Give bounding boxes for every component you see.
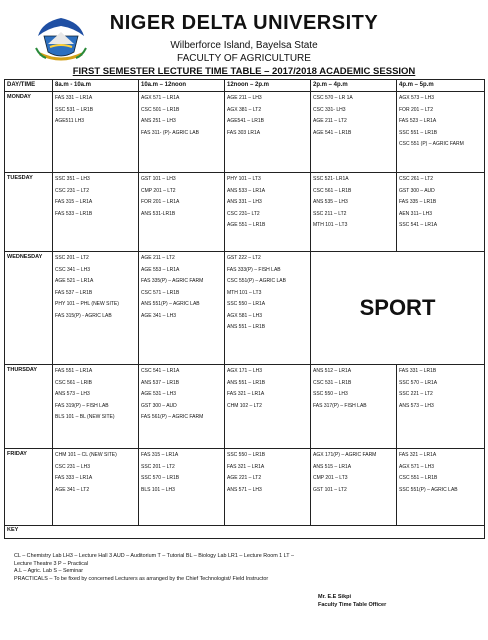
course-entry: CSC 261 – LT2: [399, 176, 434, 182]
course-entry: SSC 551(P) – AGRIC LAB: [399, 486, 458, 493]
course-entry: AGE 541 – LR1B: [313, 129, 352, 136]
course-entry: CSC 551 – LR1B: [399, 475, 438, 481]
course-entry: ANS 512 – LR1A: [313, 368, 352, 374]
course-entry: CMP 201 – LT3: [313, 475, 348, 481]
course-entry: AGE 551 – LR1B: [227, 222, 266, 228]
course-entry: AGX 171 – LH3: [227, 368, 263, 374]
course-entry: CSC 231 – LT2: [55, 187, 90, 194]
course-entry: AGX 571 – LH3: [399, 463, 435, 470]
document-header: [0, 0, 488, 80]
officer-name: Mr. E.E Sikpi: [318, 594, 352, 600]
day-label: FRIDAY: [5, 449, 53, 526]
timetable-cell: [139, 92, 225, 173]
course-entry: FAS 331 – LR1A: [55, 95, 93, 101]
course-entry: ANS 331 – LH3: [227, 199, 262, 205]
course-entry: ANS 551 – LR1B: [227, 324, 266, 330]
university-name: NIGER DELTA UNIVERSITY: [109, 12, 379, 34]
course-entry: CSC 541 – LR1A: [141, 368, 180, 374]
course-entry: SSC 531 – LR1B: [55, 106, 94, 113]
course-entry: FAS 321 – LR1A: [399, 452, 437, 458]
course-entry: FAS 311- (P)- AGRIC LAB: [141, 129, 199, 136]
course-entry: SSC 550 – LR1B: [227, 452, 266, 458]
column-header-slot-2: 10a.m – 12noon: [139, 80, 225, 92]
course-entry: AGE 211 – LH3: [227, 95, 262, 101]
course-entry: MTH 101 – LT3: [227, 289, 262, 296]
course-entry: SSC 221 – LT2: [399, 391, 433, 397]
course-entry: SSC 550 – LH3: [313, 391, 348, 397]
course-entry: SSC 351 – LH3: [55, 176, 90, 182]
course-entry: FAS 533 – LR1B: [55, 210, 93, 217]
course-entry: AGE511 LH3: [55, 118, 85, 124]
timetable-cell: [225, 365, 311, 449]
course-entry: CSC 331- LH3: [313, 106, 346, 113]
timetable-cell: [139, 449, 225, 526]
timetable-cell: [397, 365, 485, 449]
course-entry: GST 101 – LH3: [141, 176, 176, 182]
course-entry: CMP 201 – LT2: [141, 187, 176, 194]
course-entry: BLS 101 – LH3: [141, 486, 175, 493]
course-entry: CSC 341 – LH3: [55, 266, 91, 273]
course-entry: AGX 381 – LT2: [227, 106, 262, 113]
course-entry: FAS 319(P) – FISH LAB: [55, 402, 109, 409]
course-entry: GST 300 – AUD: [399, 187, 435, 194]
key-label: KEY: [5, 526, 485, 539]
course-entry: SSC 201 – LT2: [141, 463, 175, 470]
course-entry: ANS 251 – LH3: [141, 118, 176, 124]
course-entry: CSC 231 – LH3: [55, 463, 91, 470]
course-entry: ANS 573 – LH3: [55, 391, 90, 397]
signature-block: [318, 593, 386, 609]
course-entry: CSC 231– LT2: [227, 210, 260, 217]
timetable-cell: [139, 365, 225, 449]
course-entry: SSC 570 – LR1A: [399, 379, 438, 386]
course-entry: ANS 515 – LR1A: [313, 463, 352, 470]
timetable-cell: [225, 449, 311, 526]
column-header-slot-5: 4p.m – 5p.m: [397, 80, 485, 92]
course-entry: CSC 551(P) – AGRIC LAB: [227, 278, 286, 284]
course-entry: AGE 341 – LH3: [141, 312, 177, 319]
course-entry: SSC 550 – LR1A: [227, 301, 266, 307]
course-entry: AGX 171(P) – AGRIC FARM: [313, 452, 377, 458]
course-entry: ANS 551(P) – AGRIC LAB: [141, 301, 200, 307]
course-entry: MTH 101 – LT3: [313, 222, 348, 228]
legend-line: Lecture Theatre 3 P – Practical: [14, 560, 89, 567]
timetable-cell: [225, 92, 311, 173]
course-entry: ANS 551 – LR1B: [227, 379, 266, 386]
legend-line: PRACTICALS – To be fixed by concerned Lecturers as arranged by the Chief Technologist/ Field Instructor: [14, 575, 269, 582]
day-row-tuesday: [5, 173, 485, 252]
course-entry: FAS 321 – LR1A: [227, 391, 265, 397]
day-row-wednesday: [5, 252, 485, 365]
course-entry: AGE 221 – LT2: [227, 475, 262, 481]
course-entry: CSC 571 – LR1B: [141, 289, 180, 296]
timetable-cell: [311, 449, 397, 526]
course-entry: ANS 571 – LH3: [227, 486, 262, 493]
course-entry: AGE 521 – LR1A: [55, 278, 94, 284]
course-entry: SSC 521- LR1A: [313, 176, 349, 182]
course-entry: AGX 581 – LH3: [227, 312, 263, 319]
timetable-cell: [139, 252, 225, 365]
sport-cell: SPORT: [311, 252, 485, 365]
course-entry: FAS 315(P) - AGRIC LAB: [55, 312, 112, 319]
course-entry: FAS 303 LR1A: [227, 129, 261, 136]
day-row-monday: [5, 92, 485, 173]
course-entry: FOR 201 – LR1A: [141, 199, 180, 205]
column-header-slot-1: 8a.m - 10a.m: [53, 80, 139, 92]
course-entry: SSC 551 – LR1B: [399, 129, 438, 136]
course-entry: FAS 335 – LR1B: [399, 199, 437, 205]
timetable-cell: [397, 92, 485, 173]
course-entry: FAS 551 – LR1A: [55, 368, 93, 374]
course-entry: AGE 211 – LT2: [141, 255, 175, 261]
university-address: Wilberforce Island, Bayelsa State: [170, 40, 318, 51]
course-entry: GST 222 – LT2: [227, 255, 261, 261]
column-header-slot-4: 2p.m – 4p.m: [311, 80, 397, 92]
course-entry: FAS 537 – LR1B: [55, 289, 93, 296]
course-entry: SSC 211 – LT2: [313, 210, 347, 217]
course-entry: SSC 201 – LT2: [55, 255, 89, 261]
course-entry: AEN 311– LH3: [399, 210, 432, 217]
course-entry: FAS 333(P) – FISH LAB: [227, 266, 281, 273]
legend-line: A.L – Agric. Lab S – Seminar: [14, 568, 84, 574]
course-entry: AGX 571 – LR1A: [141, 95, 180, 101]
course-entry: ANS 573 – LH3: [399, 402, 434, 409]
timetable-cell: [53, 92, 139, 173]
timetable-cell: [53, 449, 139, 526]
course-entry: CSC 551 (P) – AGRIC FARM: [399, 141, 464, 147]
day-label: TUESDAY: [5, 173, 53, 252]
course-entry: FAS 523 – LR1A: [399, 118, 437, 124]
timetable-cell: [225, 173, 311, 252]
course-entry: FAS 335(P) – AGRIC FARM: [141, 278, 204, 284]
course-entry: AGE 531 – LH3: [141, 391, 177, 397]
course-entry: SSC 570 – LR1B: [141, 475, 180, 481]
day-row-friday: [5, 449, 485, 526]
course-entry: FOR 201 – LT2: [399, 106, 434, 113]
course-entry: ANS 531-LR1B: [141, 210, 176, 217]
course-entry: ANS 537 – LR1B: [141, 379, 180, 386]
course-entry: CHM 101 – CL (NEW SITE): [55, 452, 117, 458]
timetable: [4, 79, 485, 539]
timetable-cell: [311, 173, 397, 252]
day-label: THURSDAY: [5, 365, 53, 449]
timetable-title: FIRST SEMESTER LECTURE TIME TABLE – 2017/2018 ACADEMIC SESSION: [72, 66, 416, 77]
faculty-name: FACULTY OF AGRICULTURE: [177, 53, 311, 64]
course-entry: GST 300 – AUD: [141, 402, 177, 409]
course-entry: PHY 101 – LT3: [227, 176, 261, 182]
timetable-header-row: [5, 80, 485, 92]
course-entry: FAS 321 – LR1A: [227, 463, 265, 470]
course-entry: FAS 333 – LR1A: [55, 475, 93, 481]
timetable-cell: [53, 252, 139, 365]
course-entry: CSC 501 – LR1B: [141, 106, 180, 113]
day-label: MONDAY: [5, 92, 53, 173]
timetable-cell: [225, 252, 311, 365]
course-entry: BLS 101 – BL (NEW SITE): [55, 414, 115, 420]
course-entry: CSC 561 – LR1B: [313, 187, 352, 194]
course-entry: GST 101 – LT2: [313, 486, 347, 493]
timetable-cell: [311, 92, 397, 173]
course-entry: CSC 561 – LRIB: [55, 379, 92, 386]
column-header-slot-3: 12noon – 2p.m: [225, 80, 311, 92]
timetable-cell: [397, 173, 485, 252]
legend-line: CL – Chemistry Lab LH3 – Lecture Hall 3 AUD – Auditorium T – Tutorial BL – Biology Lab LR1 – Lecture Room 1 LT –: [14, 553, 294, 559]
key-row: [5, 526, 485, 539]
timetable-cell: [139, 173, 225, 252]
day-label: WEDNESDAY: [5, 252, 53, 365]
legend: [14, 553, 484, 583]
course-entry: SSC 541 – LR1A: [399, 222, 438, 228]
day-row-thursday: [5, 365, 485, 449]
timetable-cell: [311, 365, 397, 449]
column-header-day-time: DAY/TIME: [5, 80, 53, 92]
course-entry: FAS 315 – LR1A: [141, 452, 179, 458]
course-entry: FAS 317(P) – FISH LAB: [313, 402, 367, 409]
timetable-cell: [397, 449, 485, 526]
course-entry: AGX 573 – LH3: [399, 95, 435, 101]
course-entry: PHY 101 – PHL (NEW SITE): [55, 301, 119, 307]
course-entry: AGE541 – LR1B: [227, 118, 264, 124]
course-entry: FAS 561(P) – AGRIC FARM: [141, 414, 204, 420]
course-entry: AGE 211 – LT2: [313, 118, 347, 124]
course-entry: CSC 570 – LR 1A: [313, 95, 353, 101]
course-entry: CSC 531 – LR1B: [313, 379, 352, 386]
course-entry: CHM 102 – LT2: [227, 402, 262, 409]
timetable-cell: [53, 173, 139, 252]
timetable-cell: [53, 365, 139, 449]
course-entry: FAS 315 – LR1A: [55, 199, 93, 205]
course-entry: AGE 341 – LT2: [55, 486, 90, 493]
course-entry: ANS 533 – LR1A: [227, 187, 266, 194]
course-entry: FAS 331 – LR1B: [399, 368, 437, 374]
course-entry: ANS 535 – LH3: [313, 199, 348, 205]
course-entry: AGE 553 – LR1A: [141, 266, 180, 273]
officer-role: Faculty Time Table Officer: [318, 602, 387, 608]
